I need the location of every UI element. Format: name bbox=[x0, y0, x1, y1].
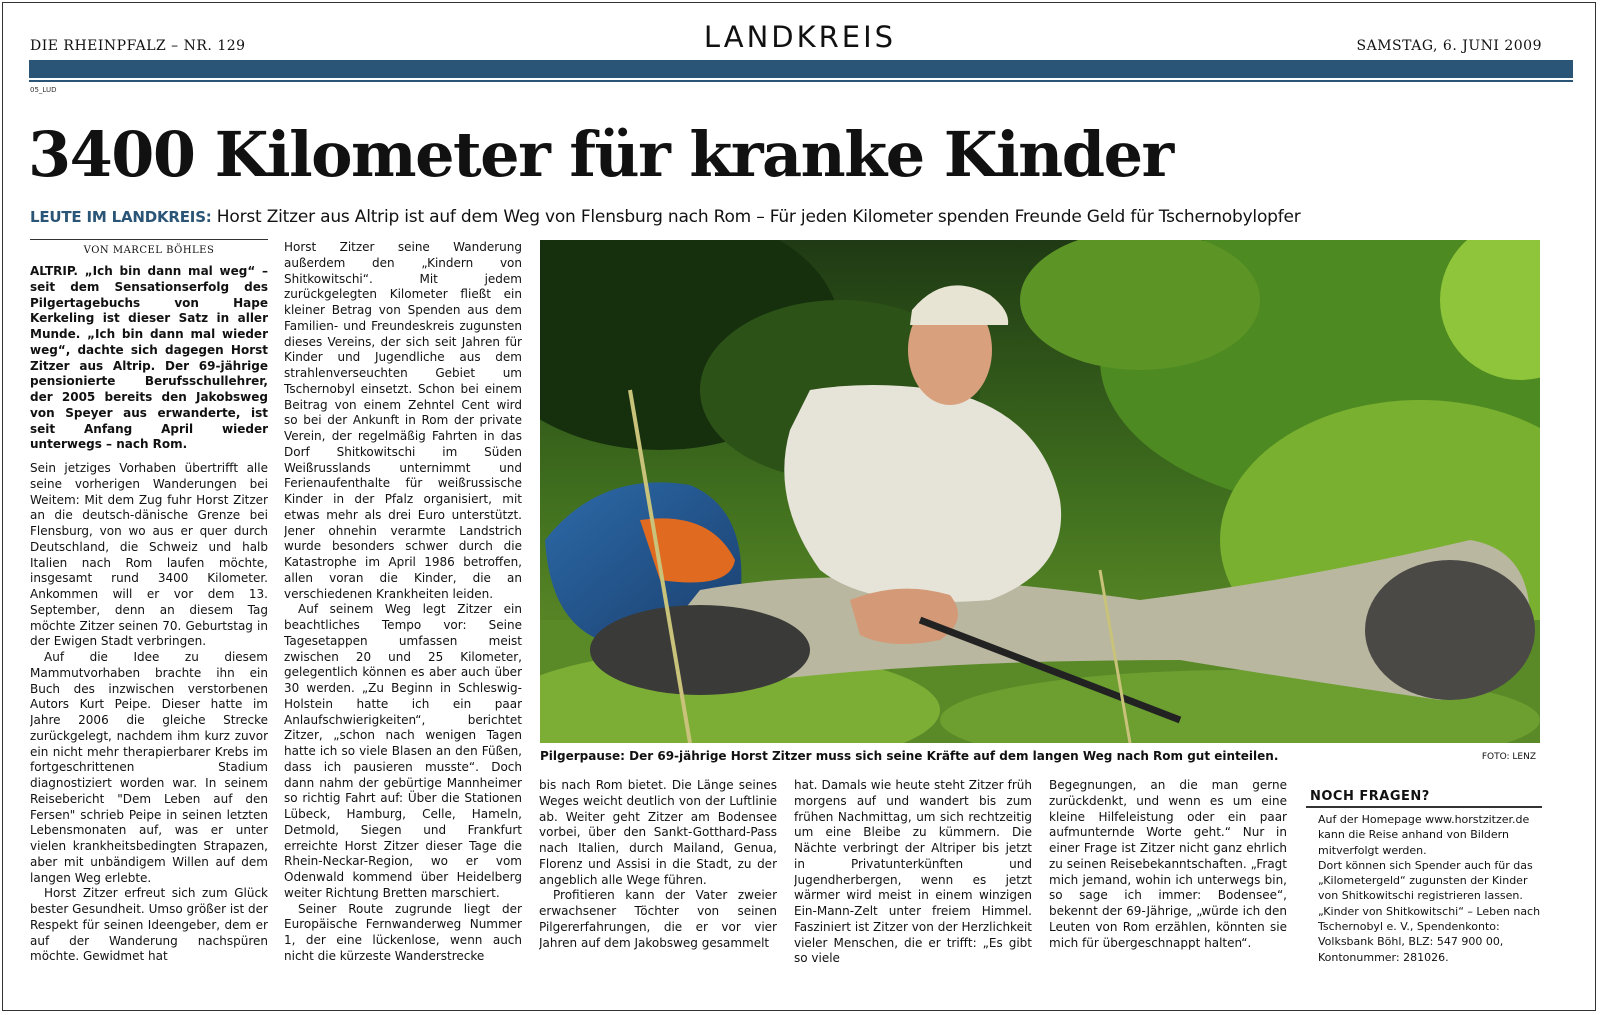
headline: 3400 Kilometer für kranke Kinder bbox=[28, 118, 1173, 191]
paragraph: Seiner Route zugrunde liegt der Europäische Fernwanderweg Nummer 1, der eine lückenlose, wenn auch nicht die kürzeste Wanderstrecke bbox=[284, 901, 522, 963]
page-code: 05_LUD bbox=[30, 86, 57, 94]
kicker: LEUTE IM LANDKREIS: bbox=[30, 208, 212, 226]
infobox-title: NOCH FRAGEN? bbox=[1310, 789, 1430, 804]
column-1 bbox=[30, 264, 268, 986]
byline: VON MARCEL BÖHLES bbox=[83, 245, 215, 256]
header-bar bbox=[29, 60, 1573, 78]
infobox-paragraph: Auf der Homepage www.horstzitzer.de kann die Reise anhand von Bildern mitverfolgt werden. bbox=[1318, 813, 1530, 857]
header-rule bbox=[29, 80, 1573, 82]
newspaper-name: DIE RHEINPFALZ – NR. 129 bbox=[30, 38, 246, 54]
paragraph: hat. Damals wie heute steht Zitzer früh morgens auf und wandert bis zum frühen Nachmittag, um sich rechtzeitig um eine Bleibe zu kümmern. Die Nächte verbringt der Altriper bis jetzt in Privatunterkünften und Jugendherbergen, wenn es jetzt wärmer wird meist in einem winzigen Ein-Mann-Zelt unter freiem Himmel. Fasziniert ist Zitzer von der Herzlichkeit vieler Menschen, die er trifft: „Es gibt so viele bbox=[794, 778, 1032, 966]
subheadline-text: Horst Zitzer aus Altrip ist auf dem Weg von Flensburg nach Rom – Für jeden Kilometer spenden Freunde Geld für Tschernobylopfer bbox=[211, 207, 1301, 227]
infobox-rule bbox=[1306, 806, 1542, 808]
column-3 bbox=[539, 778, 777, 986]
photo-caption: Pilgerpause: Der 69-jährige Horst Zitzer muss sich seine Kräfte auf dem langen Weg nach Rom gut einteilen. bbox=[540, 749, 1279, 763]
paragraph: bis nach Rom bietet. Die Länge seines Weges weicht deutlich von der Luftlinie ab. Weiter geht Zitzer am Bodensee vorbei, über den Sankt-Gotthard-Pass nach Italien, durch Mailand, Genua, Florenz und Assisi in die Stadt, zu der angeblich alle Wege führen. bbox=[539, 778, 777, 887]
paragraph: Auf die Idee zu diesem Mammutvorhaben brachte ihn ein Buch des inzwischen verstorbenen Autors Kurt Peipe. Dieser hatte im Jahre 2006 die gleiche Strecke zurückgelegt, nachdem ihm kurz zuvor ein nicht mehr therapierbarer Krebs im fortgeschrittenen Stadium diagnostiziert worden war. In seinem Reisebericht "Dem Leben auf den Fersen" schrieb Peipe in seinen letzten Lebensmonaten auf, was er unter vielen krankheitsbedingten Strapazen, aber mit unbändigem Willen auf dem langen Weg erlebte. bbox=[30, 650, 268, 885]
article-photo bbox=[540, 240, 1540, 743]
column-5 bbox=[1049, 778, 1287, 986]
infobox-paragraph: Dort können sich Spender auch für das „Kilometergeld“ zugunsten der Kinder von Shitkowitschi registrieren lassen. „Kinder von Shitkowitschi“ – Leben nach Tschernobyl e. V., Spendenkonto: Volksbank Böhl, BLZ: 547 900 00, Kontonummer: 281026. bbox=[1318, 858, 1541, 964]
paragraph: Auf seinem Weg legt Zitzer ein beachtliches Tempo vor: Seine Tagesetappen umfassen meist zwischen 20 und 25 Kilometer, gelegentlich können es aber auch über 30 werden. „Zu Beginn in Schleswig-Holstein hatte ich ein paar Anlaufschwierigkeiten“, berichtet Zitzer, „schon nach wenigen Tagen hatte ich so viele Blasen an den Füßen, dass ich pausieren musste“. Doch dann nahm der gebürtige Mannheimer so richtig Fahrt auf: Über die Stationen Lübeck, Hamburg, Celle, Hameln, Detmold, Siegen und Frankfurt erreichte Horst Zitzer dieser Tage die Rhein-Neckar-Region, wo er vom Odenwald kommend über Heidelberg weiter Richtung Bretten marschiert. bbox=[284, 602, 522, 900]
infobox-text bbox=[1318, 812, 1542, 965]
byline-rule bbox=[30, 239, 268, 240]
paragraph: Begegnungen, an die man gerne zurückdenkt, und wenn es um eine kleine Hilfeleistung oder ein paar aufmunternde Worte geht.“ Nur in einer Frage ist Zitzer nicht ganz ehrlich zu seinen Reisebekanntschaften. „Fragt mich jemand, wohin ich unterwegs bin, so sage ich immer: Bodensee“, bekennt der 69-Jährige, „würde ich den Leuten von Rom erzählen, könnten sie mich für übergeschnappt halten“. bbox=[1049, 778, 1287, 950]
lead-paragraph: ALTRIP. „Ich bin dann mal weg“ – seit dem Sensationserfolg des Pilgertagebuchs von Hape Kerkeling ist dieser Satz in aller Munde. „Ich bin dann mal wieder weg“, dachte sich dagegen Horst Zitzer aus Altrip. Der 69-jährige pensionierte Berufsschullehrer, der 2005 bereits den Jakobsweg von Speyer aus erwanderte, ist seit Anfang April wieder unterwegs – nach Rom. bbox=[30, 264, 268, 452]
subheadline bbox=[30, 207, 1301, 227]
paragraph: Horst Zitzer seine Wanderung außerdem den „Kindern von Shitkowitschi“. Mit jedem zurückgelegten Kilometer fließt ein kleiner Betrag von Spenden aus dem Familien- und Freundeskreis zugunsten dieses Vereins, der sich seit Jahren für Kinder und Jugendliche aus dem strahlenverseuchten Gebiet um Tschernobyl einsetzt. Schon bei einem Beitrag von einem Zehntel Cent wird so bei der Ankunft in Rom der private Verein, der regelmäßig Fahrten in das Dorf Shitkowitschi im Süden Weißrusslands unternimmt und Ferienaufenthalte für weißrussische Kinder in der Pfalz organisiert, mit etwas mehr als drei Euro unterstützt. Jener ohnehin verarmte Landstrich wurde besonders schwer durch die Katastrophe im April 1986 betroffen, allen voran die Kinder, die an verschiedenen Krankheiten leiden. bbox=[284, 240, 522, 601]
pilgrim-photo-illustration bbox=[540, 240, 1540, 743]
paragraph: Sein jetziges Vorhaben übertrifft alle seine vorherigen Wanderungen bei Weitem: Mit dem Zug fuhr Horst Zitzer an die deutsch-dänische Grenze bei Flensburg, von wo aus er quer durch Deutschland, die Schweiz und halb Italien nach Rom laufen möchte, insgesamt rund 3400 Kilometer. Ankommen will er vor dem 13. September, denn an diesem Tag möchte Zitzer seinen 70. Geburtstag in der Ewigen Stadt verbringen. bbox=[30, 461, 268, 649]
paragraph: Profitieren kann der Vater zweier erwachsener Töchter von seinen Pilgererfahrungen, die er vor vier Jahren auf dem Jakobsweg gesammelt bbox=[539, 888, 777, 950]
column-2 bbox=[284, 240, 522, 986]
paragraph: Horst Zitzer erfreut sich zum Glück bester Gesundheit. Umso größer ist der Respekt für seinen Ideengeber, dem er auf der Wanderung nachspüren möchte. Gewidmet hat bbox=[30, 886, 268, 964]
column-4 bbox=[794, 778, 1032, 986]
section-title: LANDKREIS bbox=[703, 20, 897, 54]
photo-credit: FOTO: LENZ bbox=[1481, 752, 1536, 762]
issue-date: SAMSTAG, 6. JUNI 2009 bbox=[1356, 38, 1542, 54]
